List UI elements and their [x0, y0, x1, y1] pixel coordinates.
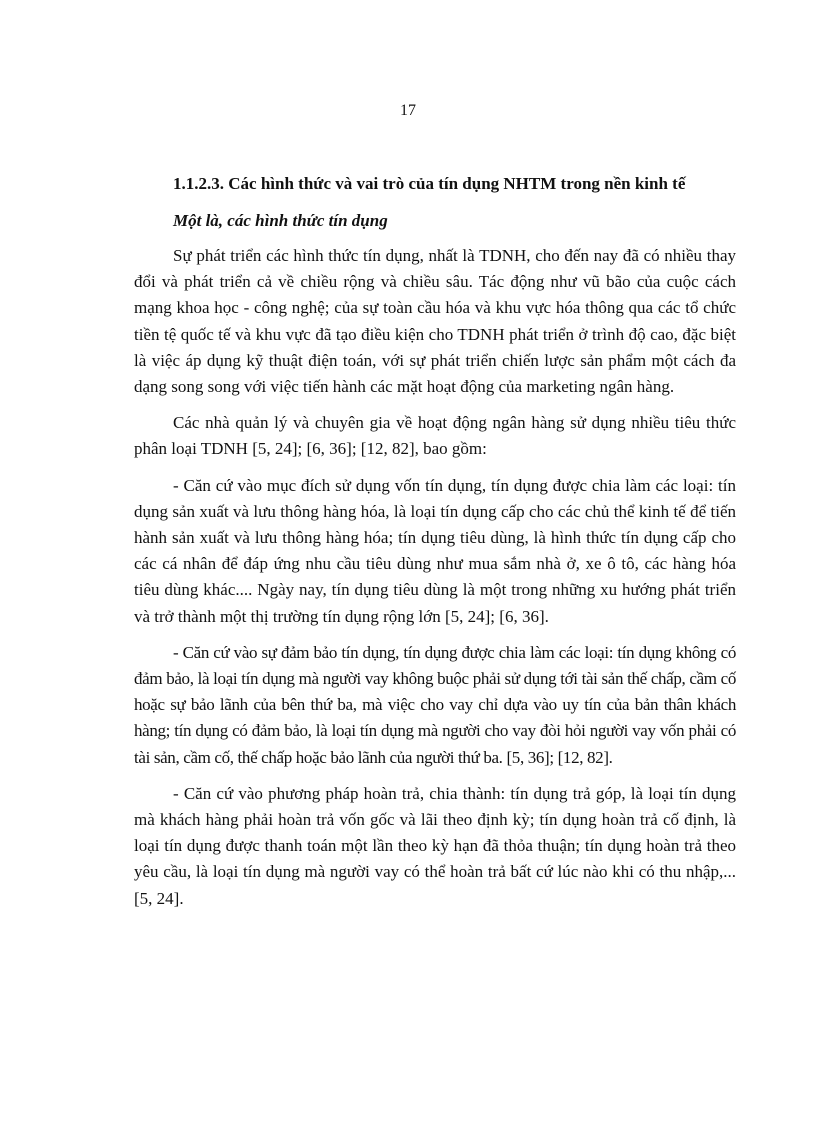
section-heading: 1.1.2.3. Các hình thức và vai trò của tín dụng NHTM trong nền kinh tế: [173, 174, 686, 193]
paragraph-credit-development: Sự phát triển các hình thức tín dụng, nhất là TDNH, cho đến nay đã có nhiều thay đổi và phát triển cả về chiều rộng và chiều sâu. Tác động như vũ bão của cuộc cách mạng khoa học - công nghệ; của sự toàn cầu hóa và khu vực hóa thông qua các tổ chức tiền tệ quốc tế và khu vực đã tạo điều kiện cho TDNH phát triển ở trình độ cao, đặc biệt là việc áp dụng kỹ thuật điện toán, với sự phát triển chiến lược sản phẩm một cách đa dạng song song với việc tiến hành các mặt hoạt động của marketing ngân hàng.: [134, 246, 736, 397]
sub-heading: Một là, các hình thức tín dụng: [173, 211, 388, 230]
paragraph-repayment-basis: - Căn cứ vào phương pháp hoàn trả, chia thành: tín dụng trả góp, là loại tín dụng mà khách hàng phải hoàn trả vốn gốc và lãi theo định kỳ; tín dụng hoàn trả cố định, là loại tín dụng được thanh toán một lần theo kỳ hạn đã thỏa thuận; tín dụng hoàn trả theo yêu cầu, là loại tín dụng mà người vay có thể hoàn trả bất cứ lúc nào khi có thu nhập,... [5, 24].: [134, 783, 736, 908]
paragraph-collateral-basis: - Căn cứ vào sự đảm bảo tín dụng, tín dụng được chia làm các loại: tín dụng không có đảm bảo, là loại tín dụng mà người vay không buộc phải sử dụng tới tài sản thế chấp, cầm cố hoặc sự bảo lãnh của bên thứ ba, mà việc cho vay chỉ dựa vào uy tín của bản thân khách hàng; tín dụng có đảm bảo, là loại tín dụng mà người cho vay đòi hỏi người vay vốn phải có tài sản, cầm cố, thế chấp hoặc bảo lãnh của người thứ ba. [5, 36]; [12, 82].: [134, 642, 736, 767]
paragraph-purpose-basis: - Căn cứ vào mục đích sử dụng vốn tín dụng, tín dụng được chia làm các loại: tín dụng sản xuất và lưu thông hàng hóa, là loại tín dụng cấp cho các chủ thể kinh tế để tiến hành sản xuất và lưu thông hàng hóa; tín dụng tiêu dùng, là hình thức tín dụng cấp cho các cá nhân để đáp ứng nhu cầu tiêu dùng như mua sắm nhà ở, xe ô tô, các hàng hóa tiêu dùng khác.... Ngày nay, tín dụng tiêu dùng là một trong những xu hướng phát triển và trở thành một thị trường tín dụng rộng lớn [5, 24]; [6, 36].: [134, 475, 736, 626]
page-number: 17: [400, 102, 416, 119]
page-body: [134, 172, 736, 922]
paragraph-classification-intro: Các nhà quản lý và chuyên gia về hoạt động ngân hàng sử dụng nhiều tiêu thức phân loại TDNH [5, 24]; [6, 36]; [12, 82], bao gồm:: [134, 413, 736, 459]
